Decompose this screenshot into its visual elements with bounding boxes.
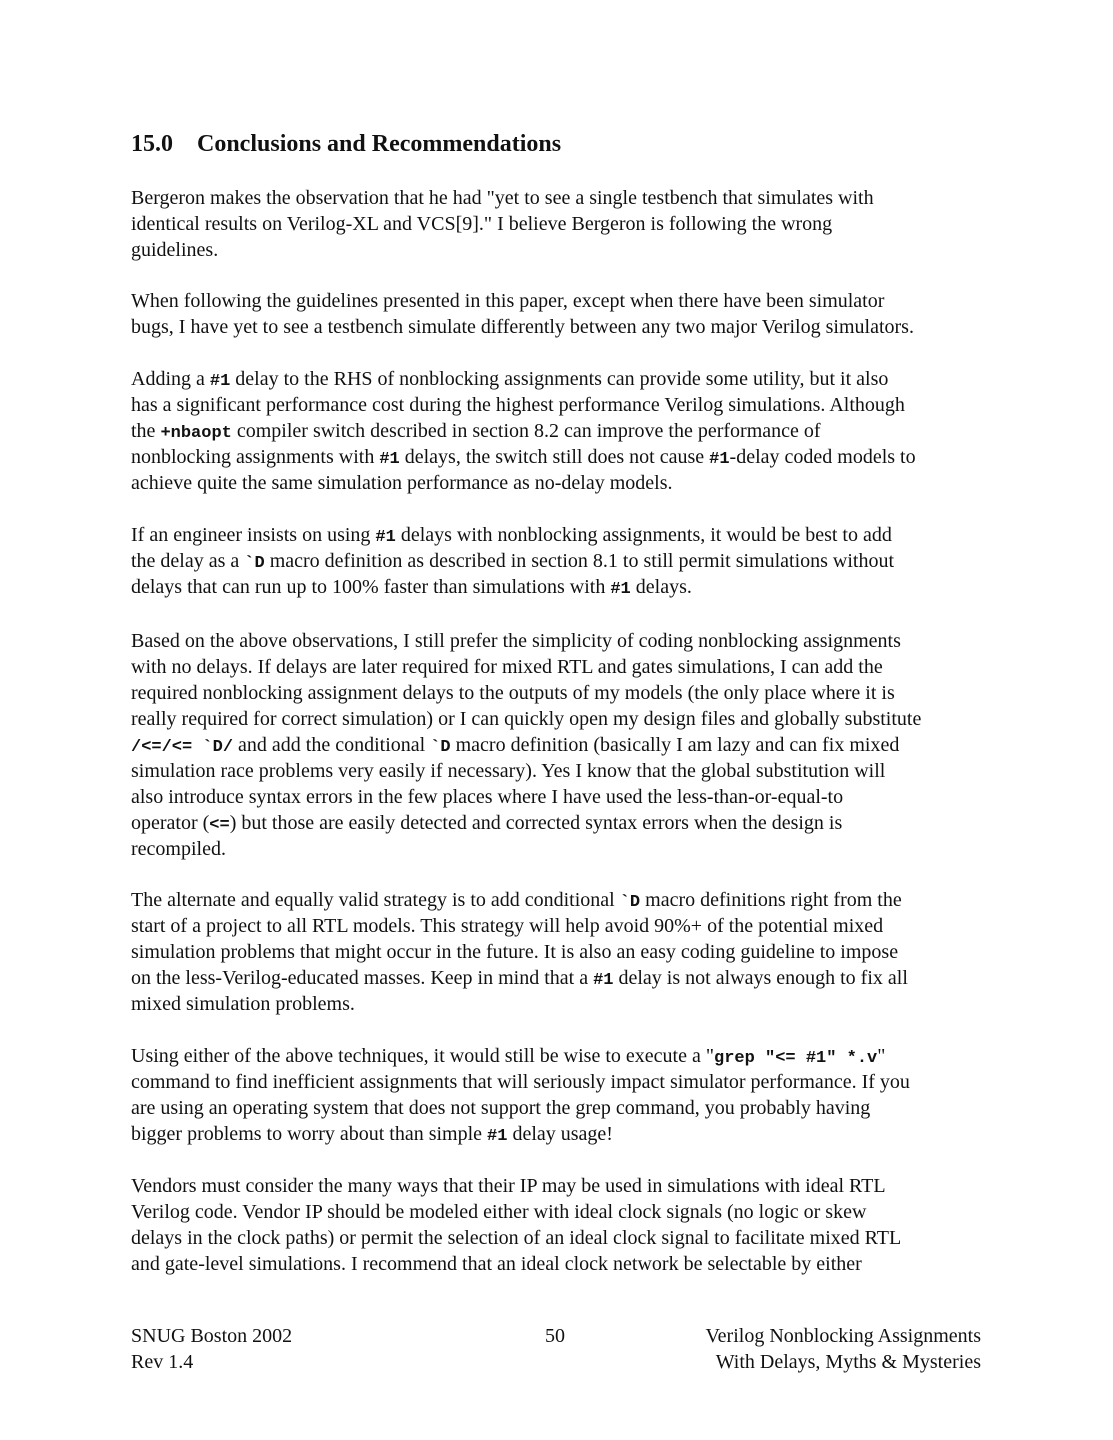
text-line (131, 185, 991, 211)
text-run: start of a project to all RTL models. This strategy will help avoid 90%+ of the potential mixed (131, 915, 884, 937)
text-run: bugs, I have yet to see a testbench simulate differently between any two major Verilog simulators. (131, 316, 914, 338)
inline-code: `D (244, 554, 265, 573)
inline-code: #1 (379, 450, 400, 469)
inline-code: #1 (375, 528, 396, 547)
text-run: macro definition as described in section 8.1 to still permit simulations without (264, 550, 895, 572)
footer-title-line1: Verilog Nonblocking Assignments (705, 1325, 981, 1347)
text-run: are using an operating system that does not support the grep command, you probably having (131, 1097, 871, 1119)
text-line (131, 1095, 991, 1121)
text-line (131, 470, 991, 496)
text-run: Based on the above observations, I still prefer the simplicity of coding nonblocking assignments (131, 630, 901, 652)
text-line (131, 1251, 991, 1277)
text-run: delays, the switch still does not cause (399, 446, 710, 468)
inline-code: +nbaopt (160, 424, 232, 443)
text-run: also introduce syntax errors in the few places where I have used the less-than-or-equal-to (131, 786, 844, 808)
text-run: and add the conditional (233, 734, 431, 756)
text-run: guidelines. (131, 239, 219, 261)
text-run: required nonblocking assignment delays to the outputs of my models (the only place where it is (131, 682, 895, 704)
inline-code: #1 (593, 971, 614, 990)
text-line (131, 654, 991, 680)
text-line (131, 836, 991, 862)
text-line (131, 1173, 991, 1199)
text-run: mixed simulation problems. (131, 993, 355, 1015)
text-run: delays with nonblocking assignments, it would be best to add (395, 524, 892, 546)
footer-right (705, 1323, 981, 1375)
paragraph (131, 288, 991, 340)
text-line (131, 732, 991, 758)
text-run: delays. (630, 576, 692, 598)
text-run: simulation problems that might occur in the future. It is also an easy coding guideline to impose (131, 941, 899, 963)
text-run: achieve quite the same simulation performance as no-delay models. (131, 472, 673, 494)
text-line (131, 991, 991, 1017)
text-line (131, 574, 991, 600)
text-line (131, 1225, 991, 1251)
paragraph (131, 1043, 991, 1147)
text-run: Adding a (131, 368, 210, 390)
text-line (131, 1121, 991, 1147)
text-line (131, 366, 991, 392)
text-run: recompiled. (131, 838, 226, 860)
text-run: Vendors must consider the many ways that their IP may be used in simulations with ideal RTL (131, 1175, 886, 1197)
footer-title-line2: With Delays, Myths & Mysteries (715, 1351, 981, 1373)
text-run: The alternate and equally valid strategy is to add conditional (131, 889, 620, 911)
text-line (131, 784, 991, 810)
text-run: the delay as a (131, 550, 245, 572)
text-run: " (877, 1045, 886, 1067)
text-run: and gate-level simulations. I recommend that an ideal clock network be selectable by either (131, 1253, 862, 1275)
text-run: -delay coded models to (729, 446, 916, 468)
text-run: Bergeron makes the observation that he had "yet to see a single testbench that simulates with (131, 187, 874, 209)
section-heading (131, 131, 561, 158)
footer-revision: Rev 1.4 (131, 1351, 194, 1373)
inline-code: #1 (487, 1127, 508, 1146)
text-run: on the less-Verilog-educated masses. Keep in mind that a (131, 967, 594, 989)
text-run: nonblocking assignments with (131, 446, 380, 468)
text-run: bigger problems to worry about than simple (131, 1123, 488, 1145)
paragraph (131, 522, 991, 600)
paragraph (131, 887, 991, 1017)
text-run: macro definition (basically I am lazy and can fix mixed (450, 734, 900, 756)
paragraph (131, 185, 991, 263)
text-line (131, 444, 991, 470)
text-run: operator ( (131, 812, 210, 834)
page-number: 50 (545, 1325, 565, 1347)
text-line (131, 758, 991, 784)
inline-code: #1 (209, 372, 231, 391)
text-line (131, 211, 991, 237)
text-run: Verilog code. Vendor IP should be modeled either with ideal clock signals (no logic or skew (131, 1201, 867, 1223)
inline-code: `D (430, 738, 451, 757)
text-run: delay to the RHS of nonblocking assignments can provide some utility, but it also (230, 368, 889, 390)
text-run: delay is not always enough to fix all (613, 967, 908, 989)
inline-code: #1 (610, 580, 631, 599)
text-line (131, 288, 991, 314)
inline-code: grep "<= #1" *.v (714, 1049, 878, 1068)
text-line (131, 392, 991, 418)
inline-code: /<=/<= `D/ (131, 738, 234, 757)
footer-conference: SNUG Boston 2002 (131, 1325, 293, 1347)
inline-code: <= (209, 816, 230, 835)
text-run: with no delays. If delays are later required for mixed RTL and gates simulations, I can add the (131, 656, 883, 678)
text-line (131, 939, 991, 965)
text-run: really required for correct simulation) or I can quickly open my design files and globally substitute (131, 708, 922, 730)
text-line (131, 418, 991, 444)
text-line (131, 706, 991, 732)
section-number: 15.0 (131, 131, 173, 157)
paragraph (131, 628, 991, 862)
text-line (131, 628, 991, 654)
text-line (131, 1199, 991, 1225)
inline-code: #1 (709, 450, 730, 469)
paragraph (131, 366, 991, 496)
text-run: delay usage! (507, 1123, 613, 1145)
text-line (131, 1043, 991, 1069)
paragraph (131, 1173, 991, 1277)
text-run: delays that can run up to 100% faster than simulations with (131, 576, 611, 598)
text-run: Using either of the above techniques, it would still be wise to execute a " (131, 1045, 715, 1067)
text-line (131, 548, 991, 574)
text-line (131, 314, 991, 340)
inline-code: `D (619, 893, 641, 912)
text-run: identical results on Verilog-XL and VCS[9]." I believe Bergeron is following the wrong (131, 213, 833, 235)
footer-left (131, 1323, 292, 1375)
text-line (131, 1069, 991, 1095)
text-run: simulation race problems very easily if necessary). Yes I know that the global substitution will (131, 760, 886, 782)
text-line (131, 965, 991, 991)
text-line (131, 913, 991, 939)
text-run: compiler switch described in section 8.2 can improve the performance of (231, 420, 821, 442)
text-run: has a significant performance cost during the highest performance Verilog simulations. Although (131, 394, 905, 416)
text-line (131, 237, 991, 263)
text-run: command to find inefficient assignments that will seriously impact simulator performance. If you (131, 1071, 910, 1093)
text-run: When following the guidelines presented in this paper, except when there have been simulator (131, 290, 885, 312)
text-run: If an engineer insists on using (131, 524, 376, 546)
text-line (131, 810, 991, 836)
text-line (131, 522, 991, 548)
text-run: macro definitions right from the (640, 889, 902, 911)
section-title: Conclusions and Recommendations (197, 131, 562, 157)
text-line (131, 887, 991, 913)
text-line (131, 680, 991, 706)
text-run: the (131, 420, 161, 442)
text-run: delays in the clock paths) or permit the selection of an ideal clock signal to facilitate mixed RTL (131, 1227, 902, 1249)
text-run: ) but those are easily detected and corrected syntax errors when the design is (229, 812, 843, 834)
